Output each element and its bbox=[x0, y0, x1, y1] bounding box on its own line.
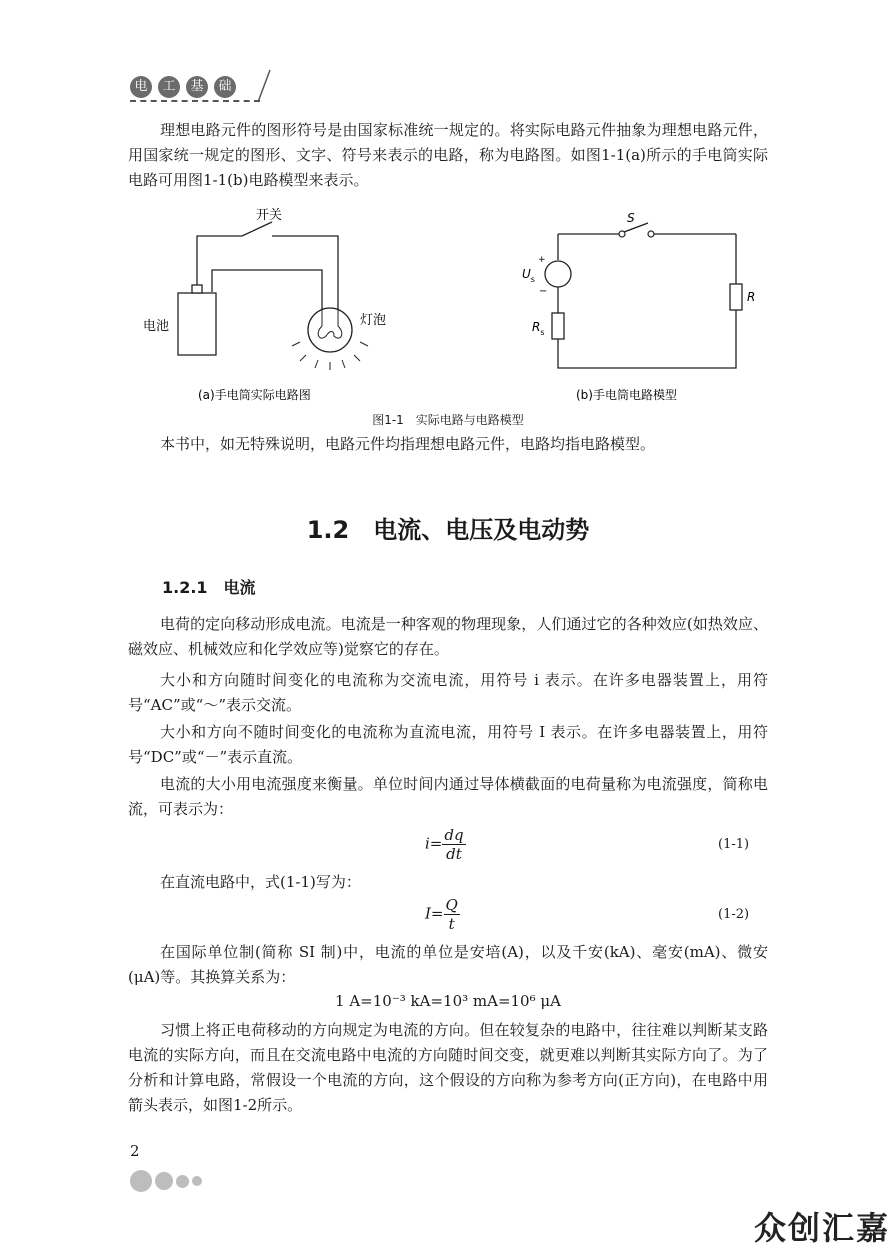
note-paragraph: 本书中，如无特殊说明，电路元件均指理想电路元件，电路均指电路模型。 bbox=[160, 435, 656, 453]
page-number: 2 bbox=[130, 1142, 140, 1160]
footer-dot bbox=[192, 1176, 202, 1186]
rs-label-sub: s bbox=[540, 328, 545, 337]
switch-s-label: S bbox=[627, 211, 635, 225]
running-header bbox=[130, 76, 236, 98]
body-paragraph-2: 大小和方向随时间变化的电流称为交流电流，用符号 i 表示。在许多电器装置上，用符号“AC”或“～”表示交流。 bbox=[128, 671, 768, 714]
body-paragraph-4: 电流的大小用电流强度来衡量。单位时间内通过导体横截面的电荷量称为电流强度，简称电流，可表示为： bbox=[128, 775, 768, 818]
watermark: 众创汇嘉 bbox=[753, 1209, 890, 1247]
header-char: 电 bbox=[130, 76, 152, 98]
figure-caption: 图1-1 实际电路与电路模型 bbox=[372, 413, 524, 427]
rs-label bbox=[532, 320, 545, 337]
resistor-rs bbox=[552, 313, 564, 339]
figure-b-caption: (b)手电筒电路模型 bbox=[576, 388, 677, 402]
figure-b-circuit-model bbox=[508, 205, 778, 410]
footer-dots-decoration bbox=[130, 1170, 202, 1192]
eq1-numerator: dq bbox=[444, 826, 464, 844]
body-paragraph-7: 习惯上将正电荷移动的方向规定为电流的方向。但在较复杂的电路中，往往难以判断某支路电流的实际方向，而且在交流电路中电流的方向随时间交变，就更难以判断其实际方向了。为了分析和计算电路，常假设一个电流的方向，这个假设的方向称为参考方向(正方向)，在电路中用箭头表示，如图1-2所示。 bbox=[128, 1021, 768, 1114]
header-char: 基 bbox=[186, 76, 208, 98]
intro-paragraph: 理想电路元件的图形符号是由国家标准统一规定的。将实际电路元件抽象为理想电路元件，用国家统一规定的图形、文字、符号来表示的电路，称为电路图。如图1-1(a)所示的手电筒实际电路可用图1-1(b)电路模型来表示。 bbox=[128, 121, 768, 189]
voltage-source-icon bbox=[545, 261, 571, 287]
eq1-denominator: dt bbox=[446, 845, 462, 863]
unit-conversion: 1 A=10⁻³ kA=10³ mA=10⁶ μA bbox=[335, 992, 561, 1010]
battery-label: 电池 bbox=[143, 319, 170, 334]
equation-number-2: (1-2) bbox=[718, 907, 750, 922]
body-paragraph-1: 电荷的定向移动形成电流。电流是一种客观的物理现象，人们通过它的各种效应(如热效应、磁效应、机械效应和化学效应等)觉察它的存在。 bbox=[128, 615, 768, 658]
equation-1-2 bbox=[425, 896, 460, 933]
source-label-sub: s bbox=[530, 275, 535, 284]
footer-dot bbox=[130, 1170, 152, 1192]
rs-label-main: R bbox=[532, 320, 541, 334]
header-char: 工 bbox=[158, 76, 180, 98]
eq1-lhs: i= bbox=[425, 834, 443, 853]
eq2-numerator: Q bbox=[445, 896, 458, 914]
source-label bbox=[522, 267, 535, 284]
bulb-label: 灯泡 bbox=[360, 313, 387, 328]
subsection-title: 1.2.1 电流 bbox=[162, 578, 256, 597]
battery-terminal bbox=[192, 285, 202, 293]
eq2-denominator: t bbox=[448, 915, 455, 933]
section-title: 1.2 电流、电压及电动势 bbox=[306, 516, 590, 544]
header-rule bbox=[130, 100, 260, 102]
header-slash-decoration bbox=[254, 68, 274, 104]
switch-lever bbox=[242, 222, 272, 236]
battery-body bbox=[178, 293, 216, 355]
figure-a-caption: (a)手电筒实际电路图 bbox=[198, 388, 311, 402]
switch-label: 开关 bbox=[256, 208, 283, 223]
r-label: R bbox=[747, 290, 756, 304]
source-minus: − bbox=[539, 286, 548, 297]
footer-dot bbox=[176, 1175, 189, 1188]
eq2-lhs: I= bbox=[425, 904, 444, 923]
body-paragraph-3: 大小和方向不随时间变化的电流称为直流电流，用符号 I 表示。在许多电器装置上，用符号“DC”或“－”表示直流。 bbox=[128, 723, 768, 766]
equation-1-1 bbox=[425, 826, 466, 863]
resistor-r bbox=[730, 284, 742, 310]
equation-number-1: (1-1) bbox=[718, 837, 750, 852]
bulb-icon bbox=[308, 308, 352, 352]
figure-a-flashlight-circuit bbox=[130, 200, 400, 410]
header-char: 础 bbox=[214, 76, 236, 98]
source-label-main: U bbox=[522, 267, 531, 281]
body-paragraph-6: 在国际单位制(简称 SI 制)中，电流的单位是安培(A)，以及千安(kA)、毫安(mA)、微安(μA)等。其换算关系为： bbox=[128, 943, 768, 986]
source-plus: + bbox=[538, 255, 546, 265]
footer-dot bbox=[155, 1172, 173, 1190]
body-paragraph-5: 在直流电路中，式(1-1)写为： bbox=[160, 873, 361, 891]
